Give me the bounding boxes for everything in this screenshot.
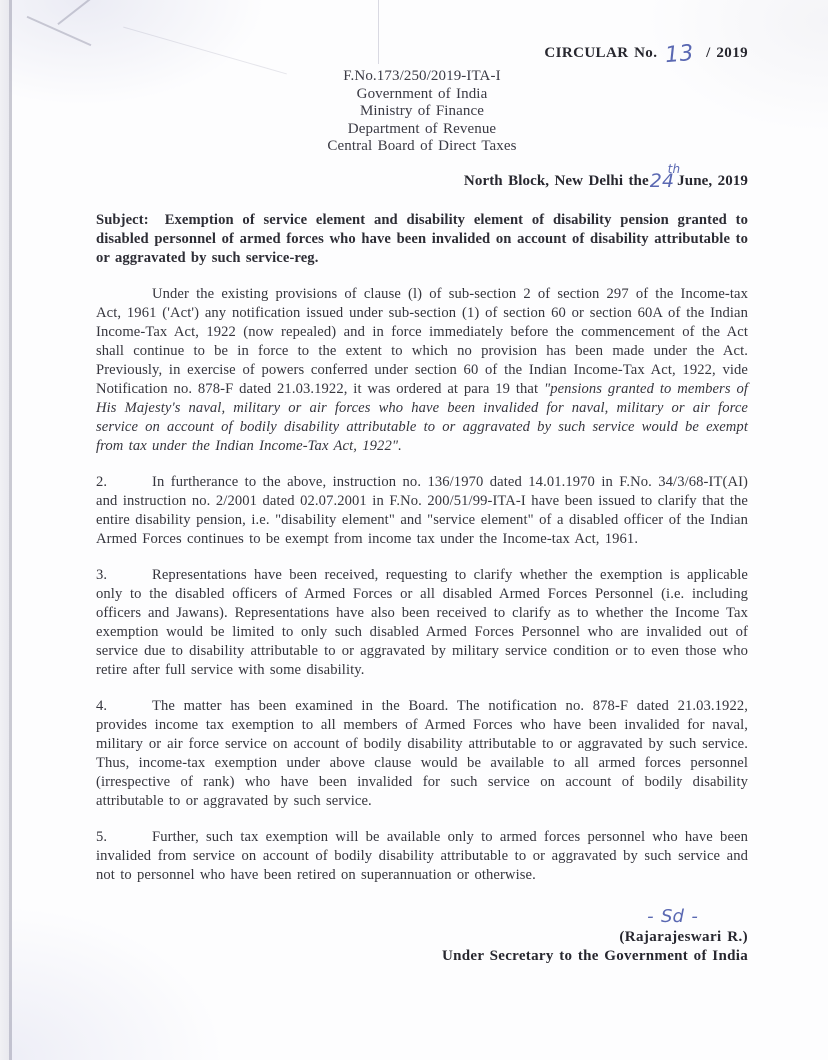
paragraph-4 bbox=[96, 697, 748, 811]
dateline-rest: June, 2019 bbox=[677, 172, 748, 189]
paragraph-2-number: 2. bbox=[96, 473, 108, 490]
paragraph-5-text: Further, such tax exemption will be available only to armed forces personnel who have been invalided from service on account of bodily disability attributable to or aggravated by such service and not to personnel who have been retired on superannuation or otherwise. bbox=[96, 828, 748, 883]
paragraph-1 bbox=[96, 285, 748, 456]
paragraph-1-quotation: "pensions granted to members of His Majesty's naval, military or air forces who have been invalided for naval, military or air force service on account of bodily disability attributable to or aggravated by such service would be exempt from tax under the Indian Income-Tax Act, 1922". bbox=[96, 380, 748, 454]
scan-left-edge bbox=[0, 0, 9, 1060]
org-line-board: Central Board of Direct Taxes bbox=[327, 138, 517, 154]
letterhead bbox=[96, 68, 748, 156]
circular-label: CIRCULAR No. bbox=[544, 45, 658, 61]
paragraph-5 bbox=[96, 828, 748, 885]
signatory-designation: Under Secretary to the Government of India bbox=[441, 947, 748, 964]
org-line-ministry: Ministry of Finance bbox=[359, 103, 485, 119]
org-line-department: Department of Revenue bbox=[347, 120, 497, 137]
circular-number-line bbox=[96, 40, 748, 69]
circular-year: / 2019 bbox=[706, 45, 748, 61]
signatory-name: (Rajarajeswari R.) bbox=[619, 928, 748, 945]
paragraph-4-number: 4. bbox=[96, 697, 108, 714]
dateline bbox=[96, 161, 748, 192]
org-line-government: Government of India bbox=[356, 85, 488, 102]
subject-text: Exemption of service element and disability element of disability pension granted to disabled personnel of armed forces who have been invalided on account of disability attributable to or aggravated by such service-reg. bbox=[96, 211, 748, 266]
paragraph-5-number: 5. bbox=[96, 828, 108, 845]
file-number: F.No.173/250/2019-ITA-I bbox=[343, 68, 501, 84]
scan-left-edge-line bbox=[9, 0, 12, 1060]
handwritten-day bbox=[649, 161, 681, 192]
circular-document bbox=[96, 0, 748, 966]
paragraph-1-text: Under the existing provisions of clause (l) of sub-section 2 of section 297 of the Income-tax Act, 1961 ('Act') any notification issued under sub-section (1) of section 60 or section 60A of the Indian Income-Tax Act, 1922 (now repealed) and in force immediately before the commencement of the Act shall continue to be in force to the extent to which no provision has been made under the Act. Previously, in exercise of powers conferred under section 60 of the Indian Income-Tax Act, 1922, vide Notification no. 878-F dated 21.03.1922, it was ordered at para 19 that bbox=[96, 285, 748, 397]
paragraph-3-number: 3. bbox=[96, 566, 108, 583]
dateline-prefix: North Block, New Delhi the bbox=[463, 172, 649, 189]
paragraph-2 bbox=[96, 473, 748, 549]
paragraph-2-text: In furtherance to the above, instruction no. 136/1970 dated 14.01.1970 in F.No. 34/3/68-IT(AI) and instruction no. 2/2001 dated 02.07.2001 in F.No. 200/51/99-ITA-I have been issued to clarify that the entire disability pension, i.e. "disability element" and "service element" of a disabled officer of the Indian Armed Forces continues to be exempt from income tax under the Income-tax Act, 1961. bbox=[96, 473, 748, 547]
subject-label: Subject: bbox=[96, 211, 149, 228]
paragraph-4-text: The matter has been examined in the Board. The notification no. 878-F dated 21.03.1922, provides income tax exemption to all members of Armed Forces who have been invalided for naval, military or air force service on account of bodily disability attributable to or aggravated by such service. Thus, income-tax exemption under above clause would be available to all armed forces personnel (irrespective of rank) who have been invalided for such service on account of bodily disability attributable to or aggravated by such service. bbox=[96, 697, 748, 809]
handwritten-day-ordinal: th bbox=[667, 161, 681, 176]
paragraph-3 bbox=[96, 566, 748, 680]
handwritten-sd-signature: - Sd - bbox=[647, 905, 698, 927]
signature-block bbox=[96, 907, 748, 966]
paragraph-3-text: Representations have been received, requesting to clarify whether the exemption is applicable only to the disabled officers of Armed Forces or all disabled Armed Forces Personnel (i.e. including officers and Jawans). Representations have also been received to clarify as to whether the Income Tax exemption would be limited to only such disabled Armed Forces Personnel who are invalided out of service due to disability attributable to or aggravated by military service condition or to even those who retire after full service with some disability. bbox=[96, 566, 748, 678]
handwritten-day-number: 24 bbox=[649, 169, 675, 192]
handwritten-circular-number: 13 bbox=[664, 40, 696, 69]
subject-block bbox=[96, 211, 748, 268]
